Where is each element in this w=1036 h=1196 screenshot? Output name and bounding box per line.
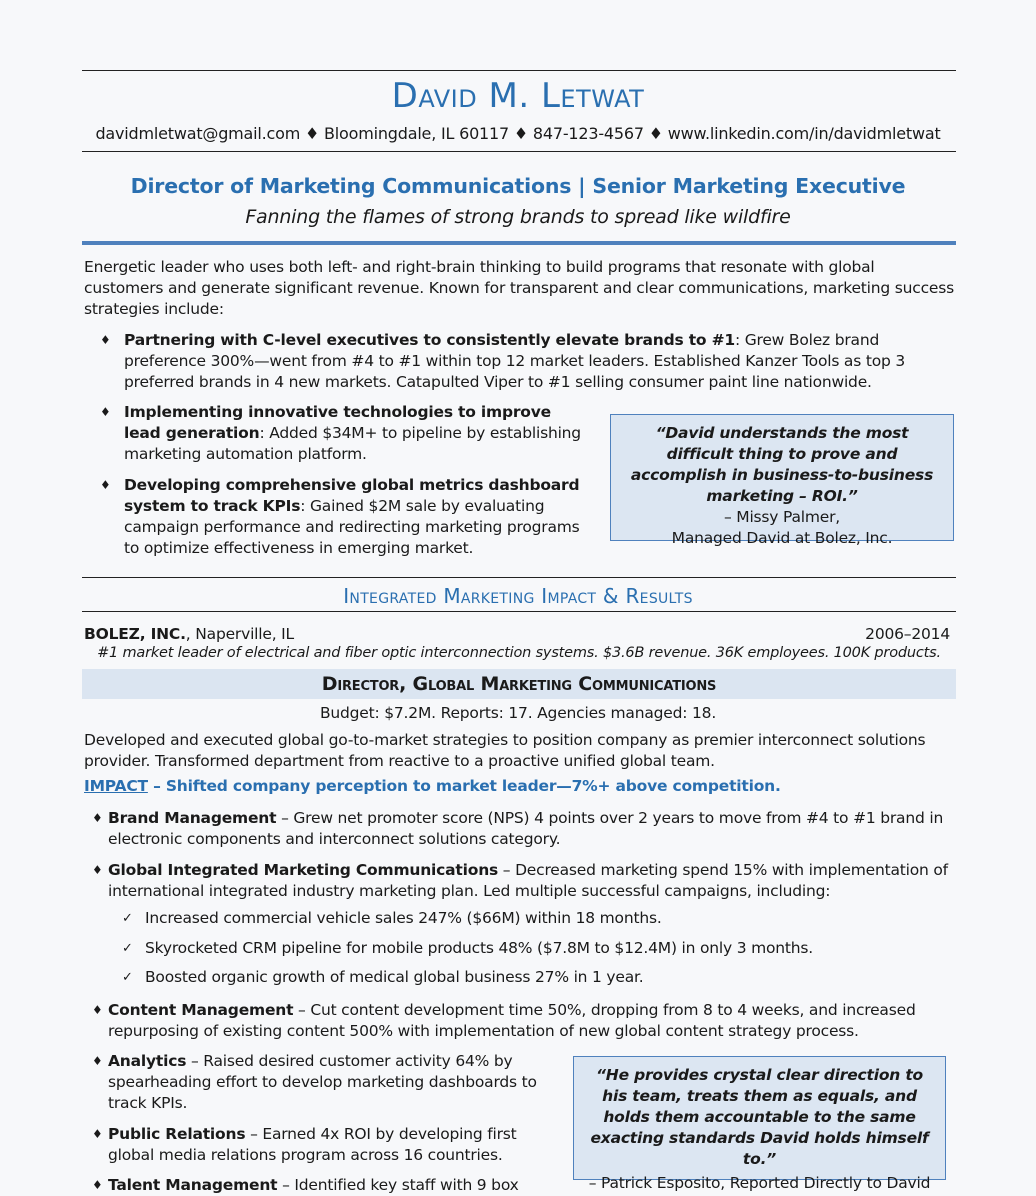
job-bullet: ♦ Brand Management – Grew net promoter score (NPS) 4 points over 2 years to move from #4 to #1 brand in electronic components and interconnect solutions category. — [92, 809, 944, 848]
testimonial-attribution: – Patrick Esposito, Reported Directly to David — [588, 1174, 931, 1192]
check-icon: ✓ — [122, 911, 133, 926]
testimonial-quote: “He provides crystal clear direction to his team, treats them as equals, and holds them accountable to the same exacting standards David holds himself to.” — [590, 1066, 929, 1168]
accent-bar — [82, 241, 956, 245]
diamond-icon: ♦ — [92, 1127, 103, 1141]
job-bullet: ♦ Talent Management – Identified key staff with 9 box — [92, 1176, 519, 1194]
job-description: Developed and executed global go-to-market strategies to position company as premier interconnect solutions provider. Transformed department from reactive to a proactive unified global team. — [84, 731, 926, 770]
testimonial-role: Managed David at Bolez, Inc. — [671, 529, 893, 547]
divider — [82, 577, 956, 578]
divider — [82, 611, 956, 612]
job-bullet: ♦ Content Management – Cut content development time 50%, dropping from 8 to 4 weeks, and increased repurposing of existing content 500% with implementation of new global content strategy process. — [92, 1001, 916, 1040]
summary-bullet: ♦ Partnering with C-level executives to consistently elevate brands to #1: Grew Bolez brand preference 300%—went from #4 to #1 within top 12 market leaders. Established Kanzer Tools as top 3 preferred brands in 4 new markets. Catapulted Viper to #1 selling consumer paint line nationwide. — [100, 331, 906, 391]
check-item: Increased commercial vehicle sales 247% ($66M) within 18 months. — [145, 909, 662, 927]
check-icon: ✓ — [122, 941, 133, 956]
diamond-icon: ♦ — [100, 405, 111, 419]
tagline: Fanning the flames of strong brands to spread like wildfire — [245, 206, 791, 228]
job-bullet: ♦ Analytics – Raised desired customer activity 64% by spearheading effort to develop marketing dashboards to track KPIs. — [92, 1052, 537, 1112]
check-icon: ✓ — [122, 970, 133, 985]
diamond-icon: ♦ — [92, 1054, 103, 1068]
impact-line — [84, 777, 781, 795]
job-dates: 2006–2014 — [865, 625, 950, 643]
summary-bullet: ♦ Implementing innovative technologies to improve lead generation: Added $34M+ to pipeline by establishing marketing automation platform. — [100, 403, 581, 463]
job-budget: Budget: $7.2M. Reports: 17. Agencies managed: 18. — [319, 704, 717, 722]
divider — [82, 70, 956, 71]
contact-line: davidmletwat@gmail.com ♦ Bloomingdale, IL 60117 ♦ 847-123-4567 ♦ www.linkedin.com/in/davidmletwat — [95, 124, 941, 143]
company-location: , Naperville, IL — [185, 625, 294, 643]
company-name: BOLEZ, INC. — [84, 625, 186, 643]
diamond-icon: ♦ — [92, 863, 103, 877]
diamond-icon: ♦ — [100, 333, 111, 347]
job-title: Director, Global Marketing Communications — [82, 669, 956, 699]
diamond-icon: ♦ — [92, 1178, 103, 1192]
impact-label: IMPACT — [84, 777, 148, 795]
section-title: Integrated Marketing Impact & Results — [343, 584, 693, 608]
job-bullet: ♦ Global Integrated Marketing Communications – Decreased marketing spend 15% with implementation of international integrated industry marketing plan. Led multiple successful campaigns, including: — [92, 861, 948, 900]
check-item: Boosted organic growth of medical global business 27% in 1 year. — [145, 968, 644, 986]
summary-bullet: ♦ Developing comprehensive global metrics dashboard system to track KPIs: Gained $2M sale by evaluating campaign performance and redirecting marketing programs to optimize effectiveness in emerging market. — [100, 476, 580, 557]
testimonial-attribution: – Missy Palmer, — [724, 508, 840, 526]
divider — [82, 151, 956, 152]
job-bullet: ♦ Public Relations – Earned 4x ROI by developing first global media relations program across 16 countries. — [92, 1125, 517, 1164]
headline: Director of Marketing Communications | Senior Marketing Executive — [130, 174, 906, 198]
impact-text: – Shifted company perception to market leader—7%+ above competition. — [147, 777, 781, 795]
summary-text: Energetic leader who uses both left- and right-brain thinking to build programs that resonate with global customers and generate significant revenue. Known for transparent and clear communications, marketing success strategies include: — [84, 258, 955, 318]
diamond-icon: ♦ — [92, 811, 103, 825]
check-item: Skyrocketed CRM pipeline for mobile products 48% ($7.8M to $12.4M) in only 3 months. — [145, 939, 813, 957]
diamond-icon: ♦ — [100, 478, 111, 492]
company-description: #1 market leader of electrical and fiber optic interconnection systems. $3.6B revenue. 36K employees. 100K products. — [97, 645, 941, 661]
diamond-icon: ♦ — [92, 1003, 103, 1017]
candidate-name: David M. Letwat — [391, 76, 645, 116]
testimonial-quote: “David understands the most difficult thing to prove and accomplish in business-to-business marketing – ROI.” — [630, 424, 934, 505]
company-line — [84, 625, 294, 643]
testimonial-box — [573, 1056, 946, 1192]
testimonial-box — [610, 414, 954, 547]
